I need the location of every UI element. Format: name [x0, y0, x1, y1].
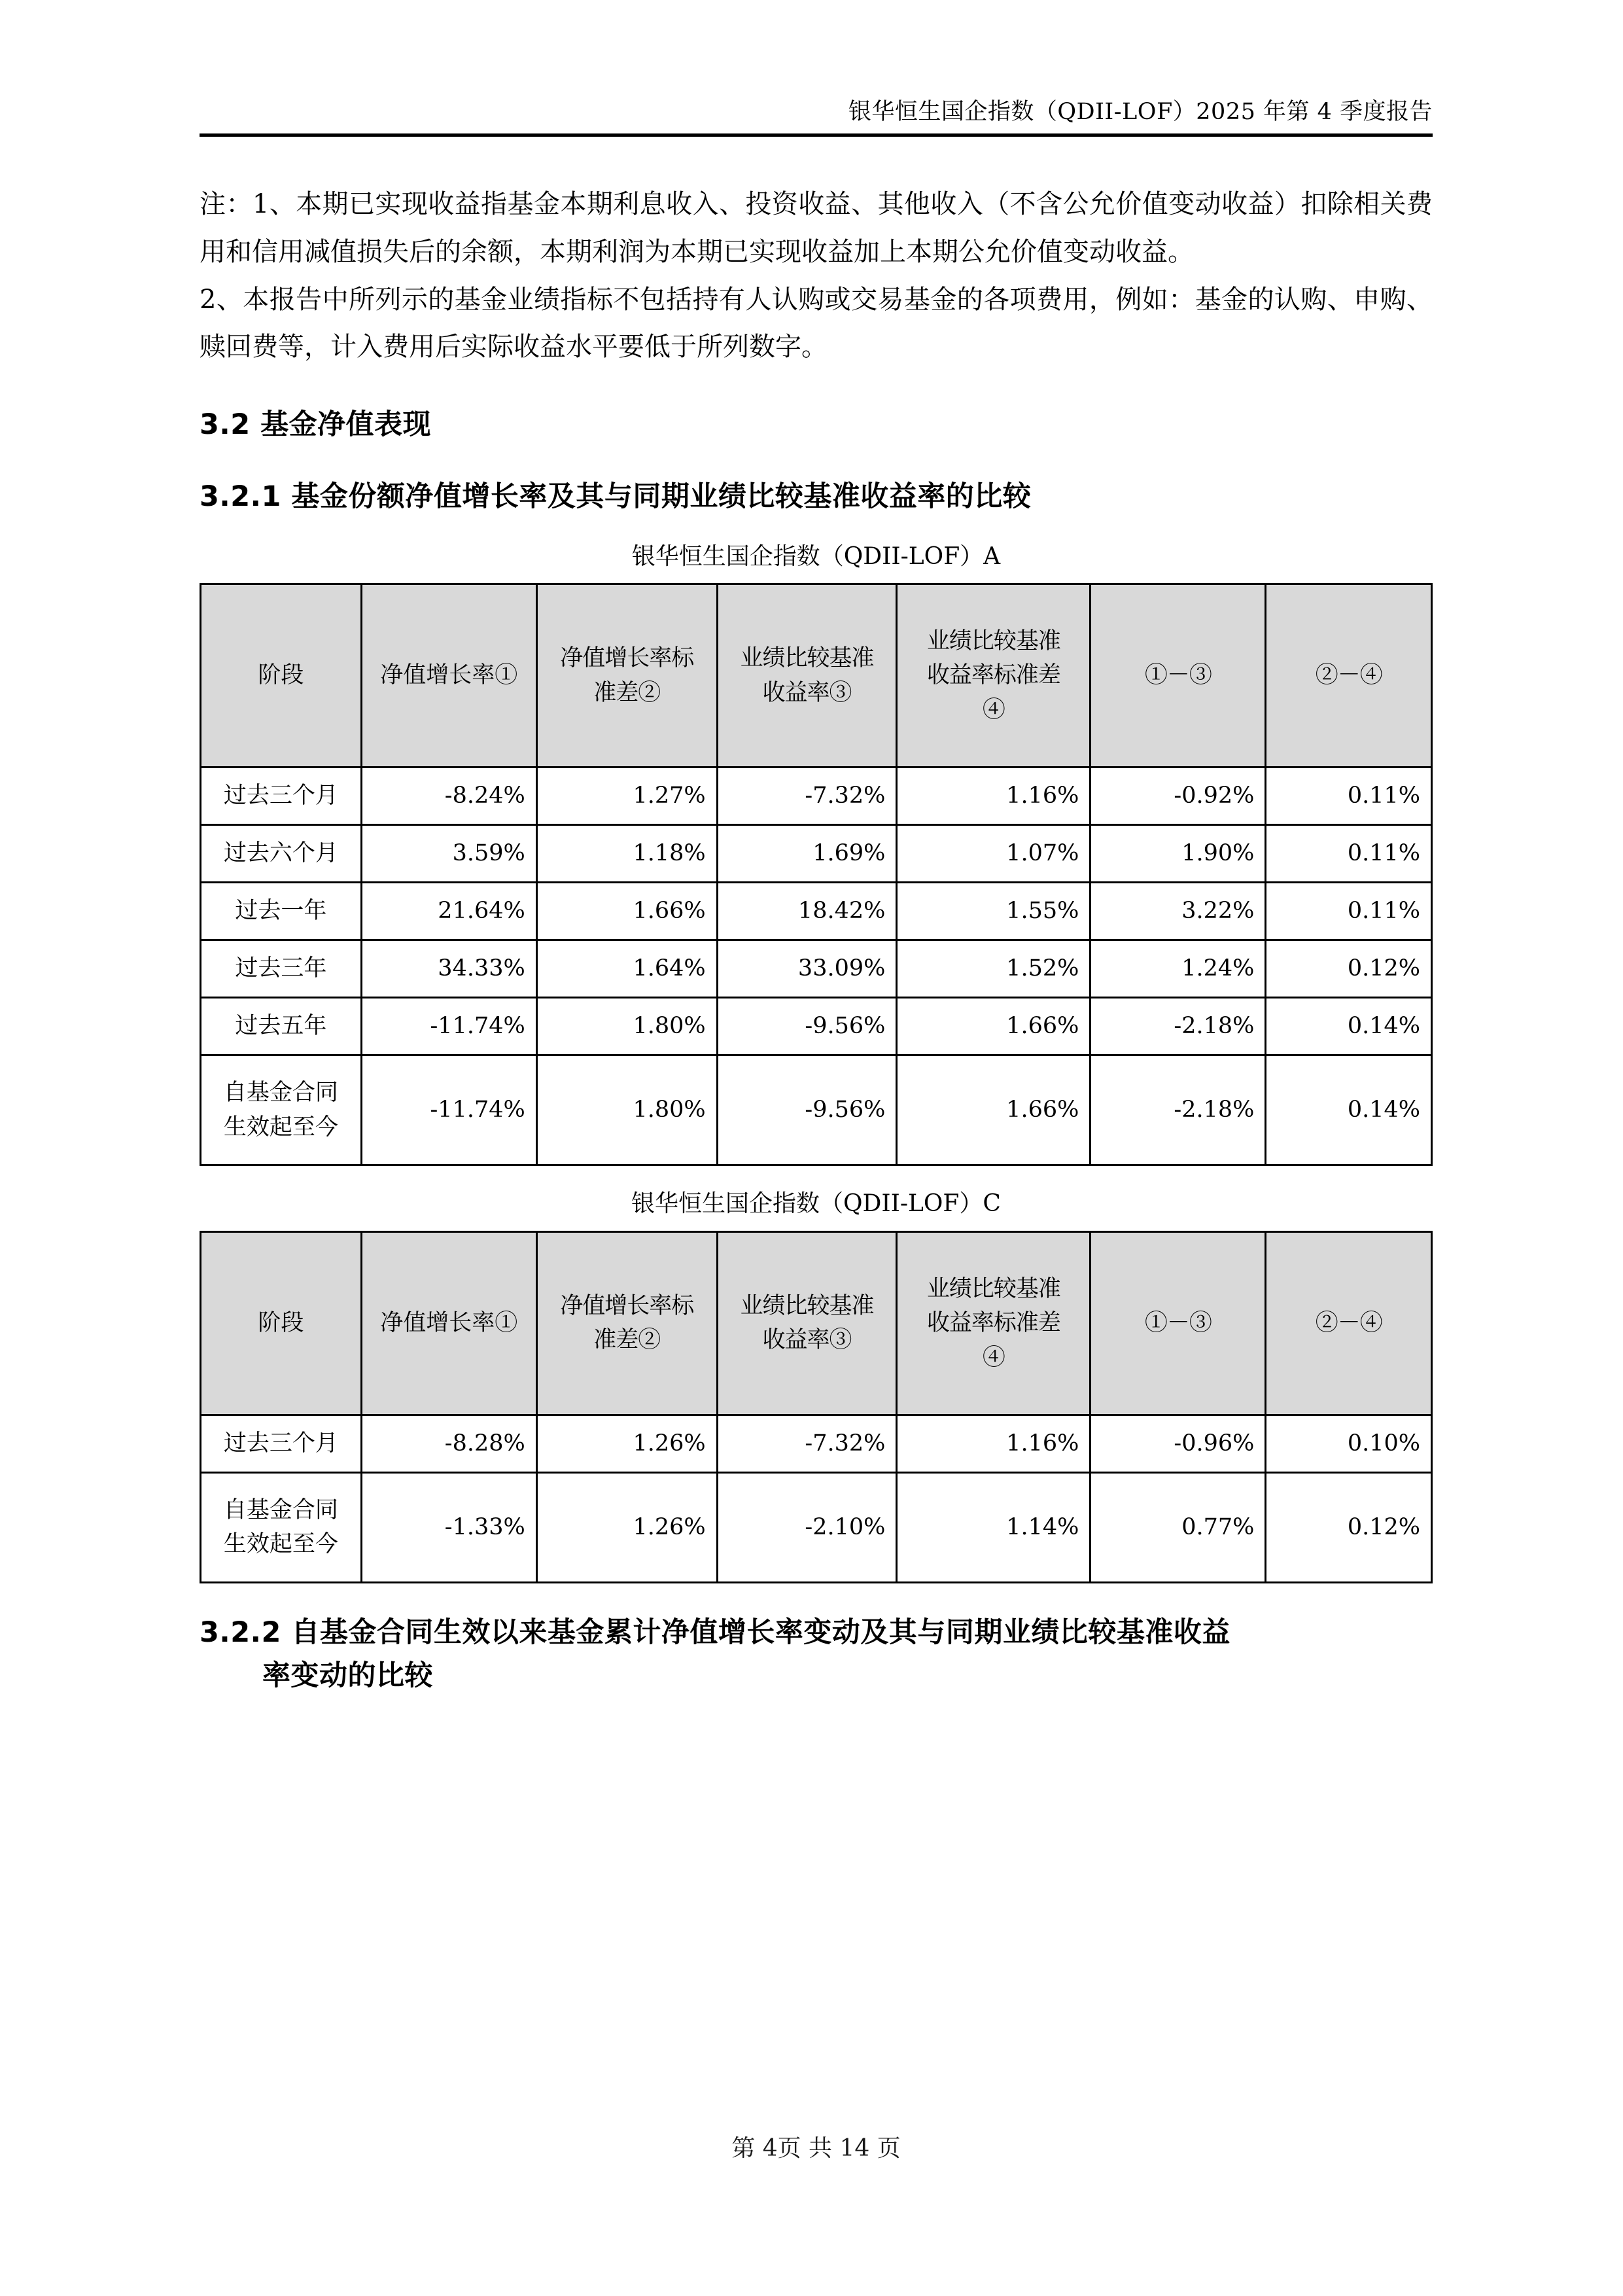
cell-benchmark-stddev: 1.14% — [897, 1472, 1091, 1582]
table-c-body — [201, 1415, 1432, 1582]
cell-diff-2-4: 0.10% — [1266, 1415, 1432, 1472]
note-1: 注：1、本期已实现收益指基金本期利息收入、投资收益、其他收入（不含公允价值变动收益）扣除相关费用和信用减值损失后的余额，本期利润为本期已实现收益加上本期公允价值变动收益。 — [200, 189, 1433, 267]
col-header-diff-2-4: ②－④ — [1266, 584, 1432, 768]
table-row — [201, 825, 1432, 883]
performance-table-a — [200, 583, 1433, 1166]
cell-diff-2-4: 0.12% — [1266, 940, 1432, 998]
cell-benchmark-stddev: 1.66% — [897, 1055, 1091, 1165]
page-header — [200, 98, 1433, 137]
cell-nav-growth-stddev: 1.64% — [536, 940, 717, 998]
cell-benchmark-return: 33.09% — [717, 940, 897, 998]
table-row — [201, 940, 1432, 998]
table-header-row — [201, 1231, 1432, 1415]
cell-nav-growth: -1.33% — [361, 1472, 536, 1582]
col-header-stage: 阶段 — [201, 584, 362, 768]
cell-diff-1-3: 0.77% — [1091, 1472, 1266, 1582]
cell-nav-growth: 21.64% — [361, 883, 536, 940]
cell-benchmark-return: 18.42% — [717, 883, 897, 940]
cell-nav-growth-stddev: 1.18% — [536, 825, 717, 883]
heading-3-2-2-line2: 率变动的比较 — [262, 1659, 433, 1693]
cell-diff-1-3: 1.90% — [1091, 825, 1266, 883]
cell-diff-1-3: -2.18% — [1091, 998, 1266, 1055]
cell-nav-growth: 3.59% — [361, 825, 536, 883]
table-row — [201, 998, 1432, 1055]
cell-benchmark-stddev: 1.16% — [897, 768, 1091, 825]
col-header-diff-2-4: ②－④ — [1266, 1231, 1432, 1415]
cell-nav-growth-stddev: 1.26% — [536, 1415, 717, 1472]
cell-diff-1-3: 1.24% — [1091, 940, 1266, 998]
table-row — [201, 768, 1432, 825]
col-header-diff-1-3: ①－③ — [1091, 584, 1266, 768]
col-header-benchmark-return: 业绩比较基准 收益率③ — [717, 584, 897, 768]
col-header-nav-growth: 净值增长率① — [361, 1231, 536, 1415]
cell-diff-2-4: 0.11% — [1266, 768, 1432, 825]
table-row — [201, 1415, 1432, 1472]
row-stage: 自基金合同 生效起至今 — [201, 1055, 362, 1165]
cell-diff-1-3: 3.22% — [1091, 883, 1266, 940]
table-row — [201, 1472, 1432, 1582]
cell-diff-1-3: -2.18% — [1091, 1055, 1266, 1165]
cell-nav-growth-stddev: 1.26% — [536, 1472, 717, 1582]
table-row — [201, 883, 1432, 940]
col-header-nav-growth-stddev: 净值增长率标 准差② — [536, 1231, 717, 1415]
cell-nav-growth-stddev: 1.80% — [536, 998, 717, 1055]
note-2: 2、本报告中所列示的基金业绩指标不包括持有人认购或交易基金的各项费用，例如：基金的认购、申购、赎回费等，计入费用后实际收益水平要低于所列数字。 — [200, 284, 1433, 362]
cell-diff-2-4: 0.12% — [1266, 1472, 1432, 1582]
row-stage: 过去三年 — [201, 940, 362, 998]
cell-diff-1-3: -0.92% — [1091, 768, 1266, 825]
running-title: 银华恒生国企指数（QDII-LOF）2025 年第 4 季度报告 — [848, 99, 1433, 125]
cell-nav-growth: -11.74% — [361, 998, 536, 1055]
col-header-nav-growth: 净值增长率① — [361, 584, 536, 768]
heading-3-2-2 — [200, 1611, 1433, 1698]
cell-diff-2-4: 0.14% — [1266, 1055, 1432, 1165]
cell-diff-2-4: 0.11% — [1266, 883, 1432, 940]
cell-diff-1-3: -0.96% — [1091, 1415, 1266, 1472]
cell-nav-growth: -11.74% — [361, 1055, 536, 1165]
table-c-header — [201, 1231, 1432, 1415]
cell-benchmark-stddev: 1.66% — [897, 998, 1091, 1055]
cell-benchmark-stddev: 1.55% — [897, 883, 1091, 940]
row-stage: 过去一年 — [201, 883, 362, 940]
row-stage: 过去三个月 — [201, 768, 362, 825]
col-header-benchmark-stddev: 业绩比较基准 收益率标准差 ④ — [897, 584, 1091, 768]
cell-benchmark-return: -7.32% — [717, 1415, 897, 1472]
cell-benchmark-return: 1.69% — [717, 825, 897, 883]
page-number-label: 第 4页 共 14 页 — [731, 2135, 901, 2162]
cell-nav-growth: -8.28% — [361, 1415, 536, 1472]
cell-nav-growth-stddev: 1.66% — [536, 883, 717, 940]
cell-diff-2-4: 0.14% — [1266, 998, 1432, 1055]
performance-table-c — [200, 1231, 1433, 1583]
col-header-benchmark-stddev: 业绩比较基准 收益率标准差 ④ — [897, 1231, 1091, 1415]
col-header-diff-1-3: ①－③ — [1091, 1231, 1266, 1415]
page-footer — [200, 2130, 1433, 2163]
table-header-row — [201, 584, 1432, 768]
col-header-benchmark-return: 业绩比较基准 收益率③ — [717, 1231, 897, 1415]
cell-nav-growth-stddev: 1.27% — [536, 768, 717, 825]
col-header-stage: 阶段 — [201, 1231, 362, 1415]
cell-benchmark-return: -7.32% — [717, 768, 897, 825]
heading-3-2-2-line1: 3.2.2 自基金合同生效以来基金累计净值增长率变动及其与同期业绩比较基准收益 — [200, 1616, 1230, 1649]
heading-3-2-1: 3.2.1 基金份额净值增长率及其与同期业绩比较基准收益率的比较 — [200, 480, 1032, 513]
row-stage: 过去五年 — [201, 998, 362, 1055]
cell-benchmark-stddev: 1.07% — [897, 825, 1091, 883]
cell-nav-growth: -8.24% — [361, 768, 536, 825]
table-c-caption: 银华恒生国企指数（QDII-LOF）C — [631, 1190, 1001, 1218]
cell-benchmark-return: -2.10% — [717, 1472, 897, 1582]
cell-diff-2-4: 0.11% — [1266, 825, 1432, 883]
cell-nav-growth: 34.33% — [361, 940, 536, 998]
table-row — [201, 1055, 1432, 1165]
row-stage: 过去六个月 — [201, 825, 362, 883]
table-a-header — [201, 584, 1432, 768]
table-a-body — [201, 768, 1432, 1165]
table-a-caption: 银华恒生国企指数（QDII-LOF）A — [631, 542, 1001, 570]
document-body — [200, 181, 1433, 1698]
cell-benchmark-stddev: 1.52% — [897, 940, 1091, 998]
row-stage: 自基金合同 生效起至今 — [201, 1472, 362, 1582]
row-stage: 过去三个月 — [201, 1415, 362, 1472]
cell-benchmark-stddev: 1.16% — [897, 1415, 1091, 1472]
cell-nav-growth-stddev: 1.80% — [536, 1055, 717, 1165]
cell-benchmark-return: -9.56% — [717, 998, 897, 1055]
col-header-nav-growth-stddev: 净值增长率标 准差② — [536, 584, 717, 768]
heading-3-2: 3.2 基金净值表现 — [200, 408, 432, 442]
cell-benchmark-return: -9.56% — [717, 1055, 897, 1165]
header-divider — [200, 133, 1433, 137]
